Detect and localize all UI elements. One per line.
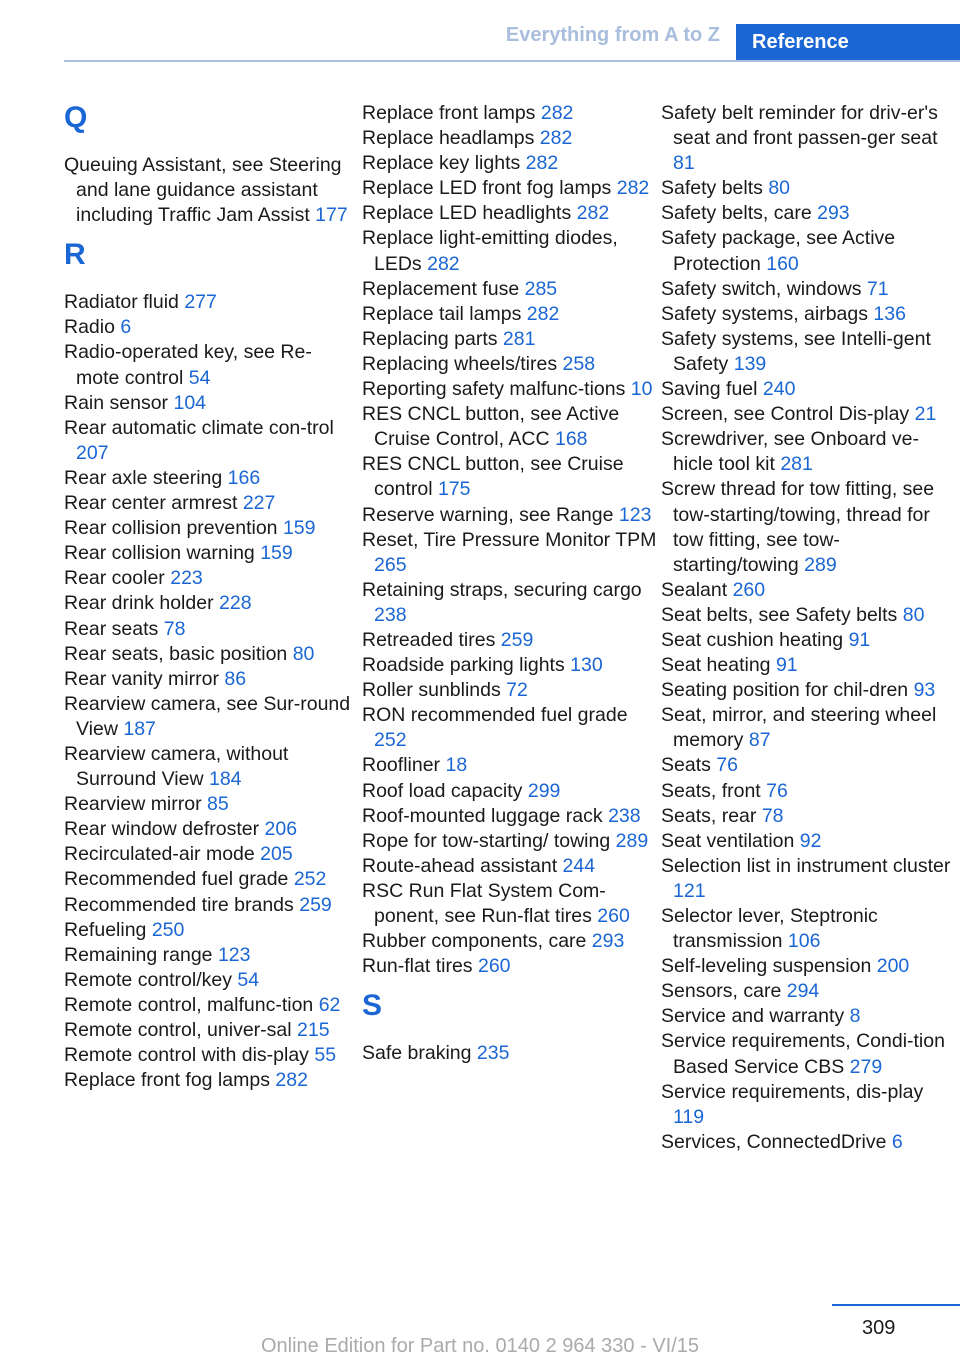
index-entry (661, 402, 956, 427)
index-page-link[interactable]: 123 (618, 503, 652, 526)
index-entry (362, 929, 657, 954)
index-page-link[interactable]: 282 (526, 302, 560, 325)
index-entry (661, 1080, 956, 1130)
index-entry (64, 391, 354, 416)
index-page-link[interactable]: 55 (314, 1044, 337, 1067)
index-page-link[interactable]: 6 (891, 1130, 903, 1153)
index-entry-text: Safety systems, see Intelli-gent Safety (661, 327, 931, 375)
index-entry (362, 703, 657, 753)
index-entry-text: Route-ahead assistant (362, 854, 558, 877)
index-page-link[interactable]: 259 (299, 893, 332, 916)
index-entry-text: Replace LED front fog lamps (362, 177, 612, 200)
index-entry-text: Rear axle steering (64, 466, 223, 489)
index-page-link[interactable]: 10 (630, 378, 653, 401)
index-entry (64, 617, 354, 642)
index-page-link[interactable]: 106 (787, 930, 821, 953)
index-entry-text: Rear cooler (64, 567, 165, 590)
index-entry (362, 126, 657, 151)
index-page-link[interactable]: 228 (219, 592, 252, 615)
index-entry-text: Remote control/key (64, 968, 232, 991)
index-page-link[interactable]: 72 (506, 679, 528, 702)
index-entry (64, 968, 354, 993)
index-page-link[interactable]: 76 (766, 779, 788, 802)
index-entry (661, 753, 956, 778)
index-entry-text: Run-flat tires (362, 955, 473, 978)
index-column-2 (362, 101, 657, 1066)
index-entry-text: Reserve warning, see Range (362, 503, 614, 526)
index-entry-text: Self-leveling suspension (661, 955, 872, 978)
index-entry-text: Reporting safety malfunc-tions (362, 378, 626, 401)
index-entry (362, 452, 657, 502)
index-page-link[interactable]: 91 (848, 628, 871, 651)
index-column-3 (661, 101, 956, 1155)
index-entry (64, 340, 354, 390)
index-page-link[interactable]: 85 (207, 793, 229, 816)
index-page-link[interactable]: 80 (768, 177, 791, 200)
index-entry-text: Rear center armrest (64, 492, 238, 515)
index-entry (661, 226, 956, 276)
index-entry (661, 703, 956, 753)
index-entry (362, 302, 657, 327)
index-page-link[interactable]: 235 (476, 1042, 510, 1065)
index-page-link[interactable]: 281 (502, 327, 536, 350)
index-entry (64, 692, 354, 742)
index-page-link[interactable]: 293 (591, 930, 625, 953)
index-entry-text: Seats, rear (661, 804, 757, 827)
index-entry (362, 176, 657, 201)
index-entry-text: Rearview camera, see Sur-round View (64, 692, 351, 740)
index-entry (64, 416, 354, 466)
index-page-link[interactable]: 293 (817, 202, 850, 225)
index-page-link[interactable]: 184 (208, 768, 242, 791)
index-entry (64, 315, 354, 340)
index-entry-text: Service requirements, Condi-tion Based Service CBS (661, 1030, 945, 1078)
index-entry-text: Seat heating (661, 654, 771, 677)
index-entry (661, 477, 956, 577)
index-page-link[interactable]: 238 (608, 804, 641, 827)
index-entry (661, 804, 956, 829)
index-entry (64, 842, 354, 867)
index-page-link[interactable]: 160 (766, 252, 799, 275)
index-entry-text: Safety belts (661, 177, 763, 200)
index-page-link[interactable]: 104 (173, 391, 207, 414)
index-page-link[interactable]: 21 (914, 403, 937, 426)
index-entry (661, 854, 956, 904)
index-page-link[interactable]: 81 (673, 152, 695, 175)
index-entry (64, 1068, 354, 1093)
index-entry (64, 742, 354, 792)
index-page-link[interactable]: 159 (282, 517, 316, 540)
index-entry (362, 503, 657, 528)
index-entry (64, 153, 354, 228)
index-page-link[interactable]: 240 (762, 378, 796, 401)
index-entry-text: Service and warranty (661, 1005, 845, 1028)
index-entry-text: Seat, mirror, and steering wheel memory (661, 704, 937, 752)
index-entry-text: Selection list in instrument cluster (661, 854, 951, 877)
index-page-link[interactable]: 91 (775, 654, 798, 677)
index-page-link[interactable]: 289 (615, 829, 649, 852)
edition-footer: Online Edition for Part no. 0140 2 964 330 - VI/15 (260, 1335, 700, 1357)
index-letter-heading: Q (64, 101, 88, 134)
index-entry-text: Replace key lights (362, 152, 521, 175)
index-entry-text: RON recommended fuel grade (362, 704, 628, 727)
index-entry (661, 1004, 956, 1029)
index-page-link[interactable]: 177 (315, 204, 348, 227)
index-entry (661, 176, 956, 201)
index-entry (64, 290, 354, 315)
index-entry-text: RSC Run Flat System Com-ponent, see Run-flat tires (362, 879, 606, 927)
index-entry-text: Rain sensor (64, 391, 169, 414)
index-entry-text: Replacing parts (362, 327, 498, 350)
index-entry (362, 528, 657, 578)
index-entry-text: Rear drink holder (64, 592, 214, 615)
index-entry (362, 628, 657, 653)
index-page-link[interactable]: 215 (297, 1019, 330, 1041)
index-page-link[interactable]: 265 (374, 553, 407, 576)
index-page-link[interactable]: 282 (539, 127, 573, 150)
index-entry-text: Radio (64, 316, 115, 339)
index-entry-text: RES CNCL button, see Cruise control (362, 453, 624, 501)
index-entry (64, 541, 354, 566)
index-page-link[interactable]: 258 (562, 352, 596, 375)
index-entry (362, 829, 657, 854)
index-entry-text: Remote control, univer-sal (64, 1019, 292, 1041)
index-entry-text: Screw thread for tow fitting, see tow-starting/towing, thread for tow fitting, see tow-starting/towing (661, 478, 935, 576)
index-entry (362, 854, 657, 879)
index-page-link[interactable]: 123 (217, 943, 251, 966)
index-entry-text: Replace headlamps (362, 127, 535, 150)
index-entry (661, 904, 956, 954)
index-entry-text: Roofliner (362, 754, 441, 777)
index-entry-text: Remote control, malfunc-tion (64, 993, 314, 1016)
index-entry-text: Rope for tow-starting/ towing (362, 829, 611, 852)
index-entry-text: Roof load capacity (362, 779, 523, 802)
index-entry (64, 491, 354, 516)
index-page-link[interactable]: 205 (260, 843, 293, 866)
index-entry-text: Queuing Assistant, see Steering and lane guidance assistant including Traffic Jam Assist (64, 154, 342, 227)
index-entry-text: Retreaded tires (362, 628, 496, 651)
index-entry (362, 201, 657, 226)
index-entry (362, 653, 657, 678)
index-entry-text: Saving fuel (661, 378, 758, 401)
index-entry (661, 578, 956, 603)
index-entry-text: Rear automatic climate con-trol (64, 416, 334, 439)
index-entry-text: Safety switch, windows (661, 277, 862, 300)
index-entry (661, 1029, 956, 1079)
index-entry (661, 829, 956, 854)
index-entry-text: Rear collision prevention (64, 517, 278, 540)
index-entry (661, 954, 956, 979)
index-entry (362, 879, 657, 929)
index-entry (362, 226, 657, 276)
index-entry-text: Radio-operated key, see Re-mote control (64, 341, 312, 389)
index-page-link[interactable]: 159 (260, 542, 293, 565)
index-entry (64, 893, 354, 918)
index-page-link[interactable]: 166 (227, 466, 261, 489)
index-entry-text: Selector lever, Steptronic transmission (661, 905, 878, 953)
index-entry-text: Seats (661, 754, 711, 777)
index-page-link[interactable]: 282 (275, 1069, 308, 1092)
index-page-link[interactable]: 281 (780, 453, 813, 476)
index-page-link[interactable]: 279 (849, 1055, 883, 1078)
index-entry-text: Safety belts, care (661, 202, 812, 225)
index-page-link[interactable]: 175 (437, 478, 471, 501)
index-entry-text: Retaining straps, securing cargo (362, 578, 642, 601)
index-page-link[interactable]: 277 (184, 291, 217, 314)
index-page-link[interactable]: 200 (876, 955, 910, 978)
index-entry-text: RES CNCL button, see Active Cruise Control, ACC (362, 403, 620, 451)
index-page-link[interactable]: 130 (570, 654, 603, 677)
index-entry (64, 566, 354, 591)
index-entry (362, 753, 657, 778)
index-entry (661, 427, 956, 477)
index-entry-text: Seat ventilation (661, 829, 795, 852)
index-entry-text: Replacing wheels/tires (362, 352, 558, 375)
index-entry (362, 327, 657, 352)
index-entry (362, 377, 657, 402)
index-entry-text: Safety package, see Active Protection (661, 227, 896, 275)
index-entry (362, 101, 657, 126)
index-entry (64, 667, 354, 692)
index-page-link[interactable]: 8 (849, 1005, 861, 1028)
index-entry-text: Roller sunblinds (362, 679, 501, 702)
index-page-link[interactable]: 260 (477, 955, 511, 978)
header-divider (64, 60, 960, 62)
index-entry (661, 201, 956, 226)
index-entry-text: Rear seats (64, 617, 159, 640)
index-entry-text: Seats, front (661, 779, 761, 802)
index-entry-text: Sealant (661, 578, 728, 601)
index-entry (661, 628, 956, 653)
index-entry (661, 101, 956, 176)
index-page-link[interactable]: 80 (902, 603, 925, 626)
index-entry (661, 678, 956, 703)
index-entry (362, 352, 657, 377)
index-page-link[interactable]: 86 (224, 667, 247, 690)
index-entry (661, 653, 956, 678)
index-entry (64, 1043, 354, 1068)
index-page-link[interactable]: 18 (445, 754, 468, 777)
index-entry (64, 591, 354, 616)
index-page-link[interactable]: 250 (151, 918, 185, 941)
index-entry (64, 642, 354, 667)
index-entry (661, 302, 956, 327)
chapter-title: Everything from A to Z (505, 24, 720, 46)
index-entry (64, 993, 354, 1018)
index-entry-text: Screwdriver, see Onboard ve-hicle tool kit (661, 428, 919, 476)
index-entry-text: Replace light-emitting diodes, LEDs (362, 227, 618, 275)
index-entry-text: Roof-mounted luggage rack (362, 804, 603, 827)
index-entry-text: Rear seats, basic position (64, 642, 288, 665)
index-page-link[interactable]: 78 (761, 804, 784, 827)
index-entry-text: Radiator fluid (64, 291, 179, 314)
index-entry (362, 402, 657, 452)
index-entry (661, 603, 956, 628)
index-page-link[interactable]: 54 (188, 366, 211, 389)
footer-divider (832, 1304, 960, 1306)
index-page-link[interactable]: 54 (237, 968, 260, 991)
index-page-link[interactable]: 282 (616, 177, 650, 200)
index-entry-text: Safety belt reminder for driv-er's seat and front passen-ger seat (661, 102, 938, 150)
index-page-link[interactable]: 168 (554, 428, 588, 451)
index-entry (64, 1018, 354, 1043)
index-entry-text: Seat belts, see Safety belts (661, 603, 898, 626)
index-page-link[interactable]: 139 (733, 352, 767, 375)
index-entry (64, 943, 354, 968)
index-entry-text: Replacement fuse (362, 277, 520, 300)
index-entry (661, 377, 956, 402)
index-entry-text: Safety systems, airbags (661, 302, 868, 325)
index-entry-text: Recirculated-air mode (64, 843, 255, 866)
page-header (0, 0, 960, 62)
index-entry-text: Rearview camera, without Surround View (64, 742, 289, 791)
index-entry-text: Remote control with dis-play (64, 1044, 309, 1067)
page-number: 309 (862, 1317, 896, 1339)
index-entry (64, 918, 354, 943)
index-page-link[interactable]: 62 (318, 993, 341, 1016)
index-page-link[interactable]: 87 (748, 729, 771, 752)
index-entry (64, 466, 354, 491)
index-entry-text: Safe braking (362, 1042, 472, 1065)
index-page-link[interactable]: 71 (866, 277, 889, 300)
index-entry-text: Rear collision warning (64, 542, 255, 565)
index-entry-text: Seating position for chil-dren (661, 679, 909, 702)
index-page-link[interactable]: 299 (527, 779, 561, 802)
index-entry-text: Seat cushion heating (661, 628, 844, 651)
index-entry (661, 1130, 956, 1155)
section-tab[interactable]: Reference (736, 24, 960, 60)
index-page-link[interactable]: 244 (562, 854, 596, 877)
index-page-link[interactable]: 282 (576, 202, 610, 225)
index-page-link[interactable]: 187 (123, 717, 156, 740)
index-entry-text: Sensors, care (661, 980, 782, 1003)
index-entry (362, 954, 657, 979)
index-entry (661, 327, 956, 377)
index-entry (362, 151, 657, 176)
index-page-link[interactable]: 93 (913, 679, 936, 702)
index-page-link[interactable]: 252 (293, 868, 327, 891)
index-entry-text: Replace front lamps (362, 102, 536, 124)
index-page-link[interactable]: 80 (292, 642, 315, 665)
index-column-1 (64, 101, 354, 1093)
index-entry (362, 1041, 657, 1066)
index-page-link[interactable]: 282 (427, 252, 460, 275)
index-entry-text: Roadside parking lights (362, 654, 565, 677)
index-page-link[interactable]: 119 (673, 1105, 705, 1128)
index-page-link[interactable]: 259 (500, 628, 534, 651)
index-page-link[interactable]: 260 (732, 578, 766, 601)
index-letter-heading: R (64, 238, 86, 272)
index-entry-text: Service requirements, dis-play (661, 1080, 924, 1103)
index-entry-text: Screen, see Control Dis-play (661, 403, 910, 426)
index-entry-text: Reset, Tire Pressure Monitor TPM (362, 528, 657, 551)
index-entry-text: Recommended fuel grade (64, 868, 289, 891)
index-entry-text: Remaining range (64, 943, 213, 966)
index-entry-text: Services, ConnectedDrive (661, 1130, 887, 1153)
index-page-link[interactable]: 282 (525, 152, 559, 175)
index-entry-text: Replace front fog lamps (64, 1069, 270, 1092)
index-page-link[interactable]: 206 (264, 818, 298, 841)
index-entry (661, 979, 956, 1004)
index-letter-heading: S (362, 989, 383, 1023)
index-entry (661, 779, 956, 804)
index-page-link[interactable]: 78 (163, 617, 186, 640)
index-entry-text: Rear window defroster (64, 818, 260, 841)
index-entry (362, 804, 657, 829)
index-entry (362, 779, 657, 804)
index-entry (362, 678, 657, 703)
index-entry (64, 867, 354, 892)
index-page-link[interactable]: 260 (597, 905, 630, 927)
index-entry (362, 277, 657, 302)
index-page-link[interactable]: 252 (374, 729, 407, 752)
index-page-link[interactable]: 121 (673, 879, 706, 902)
index-page-link[interactable]: 289 (804, 553, 837, 576)
index-entry (64, 817, 354, 842)
index-entry-text: Refueling (64, 918, 147, 941)
index-entry (64, 792, 354, 817)
index-entry (661, 277, 956, 302)
index-entry (362, 578, 657, 628)
index-page-link[interactable]: 136 (873, 302, 906, 325)
index-page-link[interactable]: 6 (120, 316, 132, 339)
index-page-link[interactable]: 238 (374, 603, 407, 626)
index-page-link[interactable]: 227 (242, 492, 276, 515)
index-page-link[interactable]: 223 (170, 567, 203, 590)
index-entry (64, 516, 354, 541)
index-entry-text: Rubber components, care (362, 930, 587, 953)
index-page-link[interactable]: 207 (76, 441, 109, 464)
index-entry-text: Recommended tire brands (64, 893, 294, 916)
index-page-link[interactable]: 92 (799, 829, 822, 852)
index-page-link[interactable]: 282 (540, 102, 574, 124)
index-page-link[interactable]: 285 (524, 277, 558, 300)
index-entry-text: Rear vanity mirror (64, 667, 219, 690)
index-entry-text: Replace tail lamps (362, 302, 522, 325)
index-page-link[interactable]: 294 (786, 980, 820, 1003)
index-page-link[interactable]: 76 (716, 754, 738, 777)
index-entry-text: Replace LED headlights (362, 202, 572, 225)
index-entry-text: Rearview mirror (64, 793, 202, 816)
